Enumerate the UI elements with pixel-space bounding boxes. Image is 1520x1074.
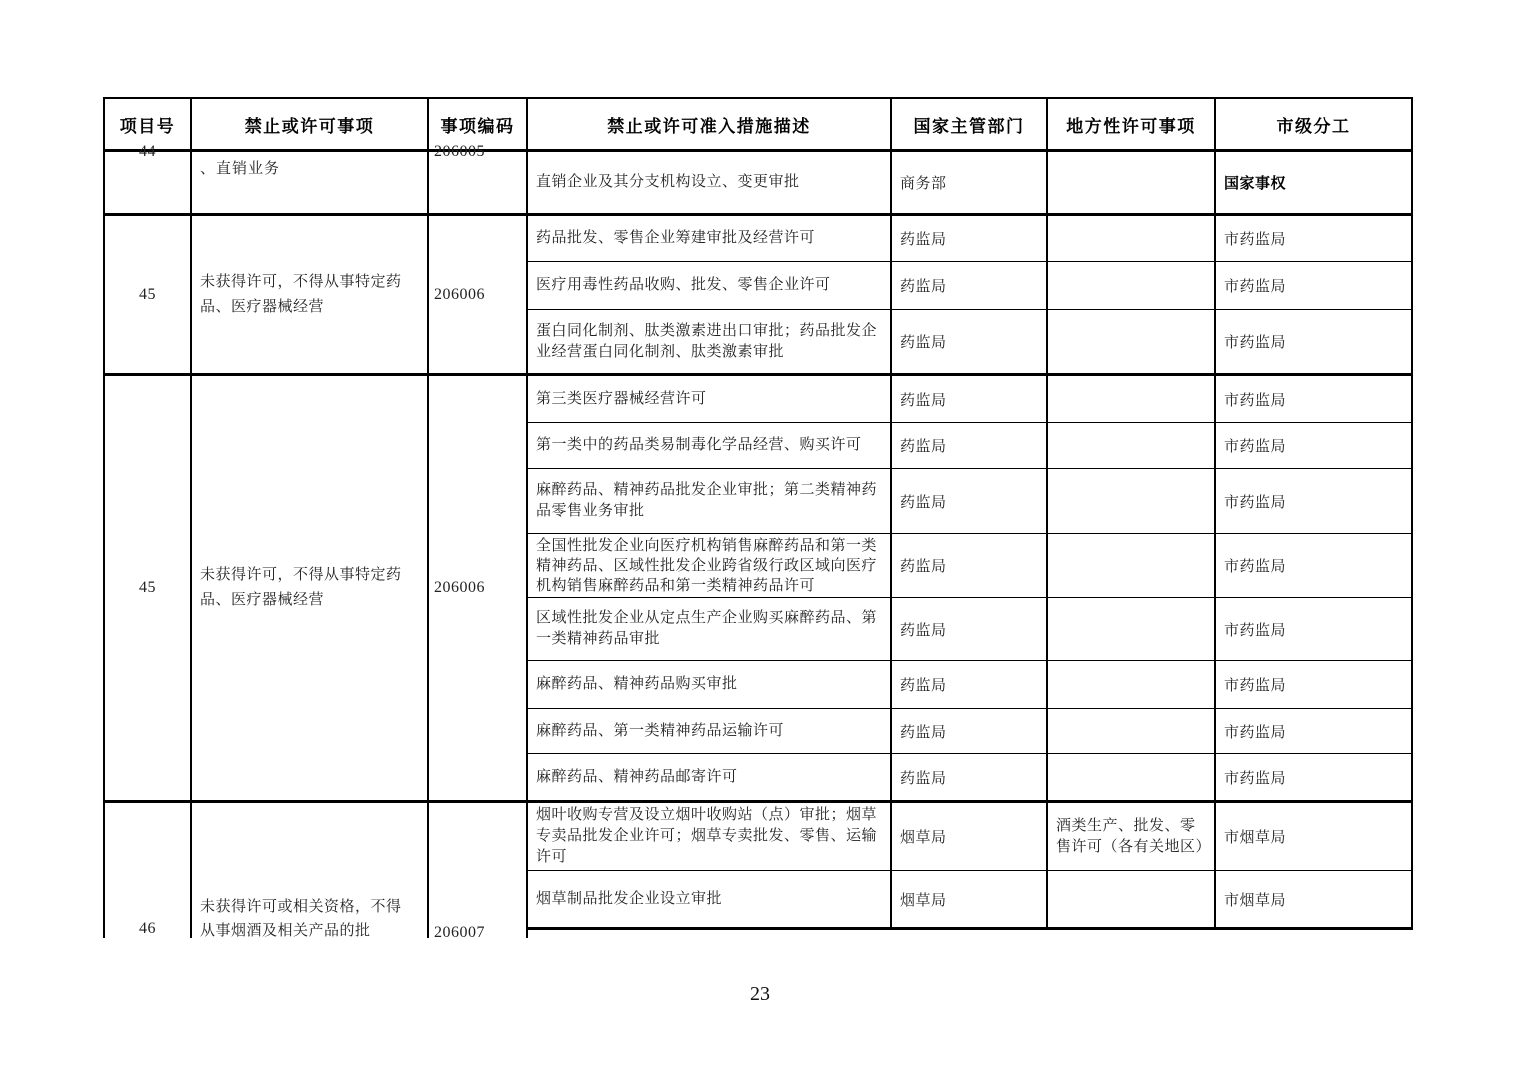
item-code-cell (427, 803, 528, 941)
measure-row (528, 803, 1413, 870)
item-code-cell (427, 143, 528, 213)
city-division-cell: 市药监局 (1214, 216, 1413, 261)
header-prohibited-item: 禁止或许可事项 (190, 99, 427, 149)
table-group-46 (103, 800, 1413, 941)
city-division-cell: 市药监局 (1214, 469, 1413, 533)
measure-cell: 药品批发、零售企业筹建审批及经营许可 (536, 230, 816, 246)
header-item-no: 项目号 (103, 99, 190, 149)
national-dept-cell: 药监局 (890, 423, 1046, 468)
header-national-dept: 国家主管部门 (890, 99, 1046, 149)
national-dept-cell: 药监局 (890, 469, 1046, 533)
item-label-cell: 未获得许可，不得从事特定药品、医疗器械经营 (190, 376, 427, 800)
city-division-cell: 市药监局 (1214, 534, 1413, 597)
city-division-cell: 市药监局 (1214, 376, 1413, 422)
measure-cell: 全国性批发企业向医疗机构销售麻醉药品和第一类精神药品、区域性批发企业跨省级行政区域向医疗机构销售麻醉药品和第一类精神药品许可 (536, 537, 878, 594)
national-dept-cell: 药监局 (890, 376, 1046, 422)
measure-row (528, 597, 1413, 660)
measure-cell: 烟叶收购专营及设立烟叶收购站（点）审批；烟草专卖品批发企业许可；烟草专卖批发、零售、运输许可 (536, 807, 878, 865)
national-dept-cell: 药监局 (890, 754, 1046, 800)
item-code-cell: 206006 (427, 376, 528, 800)
national-dept-cell: 烟草局 (890, 803, 1046, 870)
measure-row (528, 753, 1413, 800)
measure-row (528, 708, 1413, 753)
measure-cell: 蛋白同化制剂、肽类激素进出口审批；药品批发企业经营蛋白同化制剂、肽类激素审批 (536, 322, 878, 360)
measure-cell: 医疗用毒性药品收购、批发、零售企业许可 (536, 277, 831, 293)
measure-row (528, 152, 1413, 213)
local-item-cell (1046, 262, 1214, 309)
item-label-cell (190, 803, 427, 938)
local-item-cell (1046, 598, 1214, 660)
item-label: 未获得许可或相关资格，不得从事烟酒及相关产品的批 (200, 899, 402, 939)
measure-cell: 麻醉药品、精神药品购买审批 (536, 676, 738, 692)
item-no-cell: 45 (103, 216, 190, 373)
table-header-row (103, 97, 1413, 149)
local-item-cell (1046, 709, 1214, 753)
measure-row (528, 216, 1413, 261)
national-dept-cell: 药监局 (890, 598, 1046, 660)
page-number: 23 (750, 983, 770, 1005)
local-item-cell (1046, 310, 1214, 373)
item-label-cell (190, 152, 427, 213)
header-local-permit: 地方性许可事项 (1046, 99, 1214, 149)
local-item-cell (1046, 661, 1214, 708)
city-division-cell: 国家事权 (1214, 152, 1413, 213)
local-item-cell: 酒类生产、批发、零售许可（各有关地区） (1046, 803, 1214, 870)
measure-cell: 第一类中的药品类易制毒化学品经营、购买许可 (536, 437, 862, 453)
city-division-cell: 市药监局 (1214, 709, 1413, 753)
city-division-cell: 市药监局 (1214, 262, 1413, 309)
measure-row (528, 533, 1413, 597)
measure-row (528, 468, 1413, 533)
measure-cell: 第三类医疗器械经营许可 (536, 390, 707, 407)
city-division-cell: 市药监局 (1214, 423, 1413, 468)
local-item-cell (1046, 152, 1214, 213)
local-item-cell (1046, 534, 1214, 597)
item-code: 206007 (434, 924, 485, 941)
national-dept-cell: 商务部 (890, 152, 1046, 213)
admission-measures-table (103, 97, 1413, 941)
city-division-cell: 市药监局 (1214, 661, 1413, 708)
national-dept-cell: 药监局 (890, 310, 1046, 373)
table-group-45b (103, 373, 1413, 800)
local-item-cell (1046, 216, 1214, 261)
measure-cell: 麻醉药品、第一类精神药品运输许可 (536, 722, 785, 739)
header-measure-desc: 禁止或许可准入措施描述 (607, 116, 811, 136)
header-item-code: 事项编码 (427, 99, 528, 149)
city-division-cell: 市药监局 (1214, 310, 1413, 373)
national-dept-cell: 药监局 (890, 216, 1046, 261)
measure-row (528, 870, 1413, 927)
table-group-45a (103, 213, 1413, 373)
measure-row (528, 660, 1413, 708)
table-group-44 (103, 143, 1413, 213)
item-label-cell: 未获得许可，不得从事特定药品、医疗器械经营 (190, 216, 427, 373)
measure-row (528, 309, 1413, 373)
item-no: 44 (139, 143, 156, 160)
national-dept-cell: 药监局 (890, 262, 1046, 309)
measure-row (528, 261, 1413, 309)
national-dept-cell: 药监局 (890, 661, 1046, 708)
city-division-cell: 市药监局 (1214, 754, 1413, 800)
measure-row (528, 376, 1413, 422)
national-dept-cell: 药监局 (890, 534, 1046, 597)
item-code: 206005 (434, 143, 485, 160)
measure-cell: 麻醉药品、精神药品邮寄许可 (536, 768, 738, 785)
city-division-cell: 市烟草局 (1214, 803, 1413, 870)
city-division-cell: 市烟草局 (1214, 871, 1413, 927)
national-dept-cell: 药监局 (890, 709, 1046, 753)
local-item-cell (1046, 376, 1214, 422)
measure-cell: 麻醉药品、精神药品批发企业审批；第二类精神药品零售业务审批 (536, 482, 878, 519)
city-division-cell: 市药监局 (1214, 598, 1413, 660)
item-no: 46 (139, 920, 156, 937)
measure-row (528, 422, 1413, 468)
local-item-cell (1046, 754, 1214, 800)
measure-cell: 烟草制品批发企业设立审批 (536, 890, 723, 907)
measure-cell: 直销企业及其分支机构设立、变更审批 (536, 174, 800, 190)
item-no-cell (103, 143, 190, 213)
item-no-cell: 45 (103, 376, 190, 800)
item-code-cell: 206006 (427, 216, 528, 373)
measure-cell: 区域性批发企业从定点生产企业购买麻醉药品、第一类精神药品审批 (536, 610, 878, 647)
local-item-cell (1046, 423, 1214, 468)
item-no-cell (103, 803, 190, 938)
national-dept-cell: 烟草局 (890, 871, 1046, 927)
local-item-cell (1046, 469, 1214, 533)
header-city-division: 市级分工 (1214, 99, 1413, 149)
local-item-cell (1046, 871, 1214, 927)
item-label: 、直销业务 (200, 161, 281, 177)
